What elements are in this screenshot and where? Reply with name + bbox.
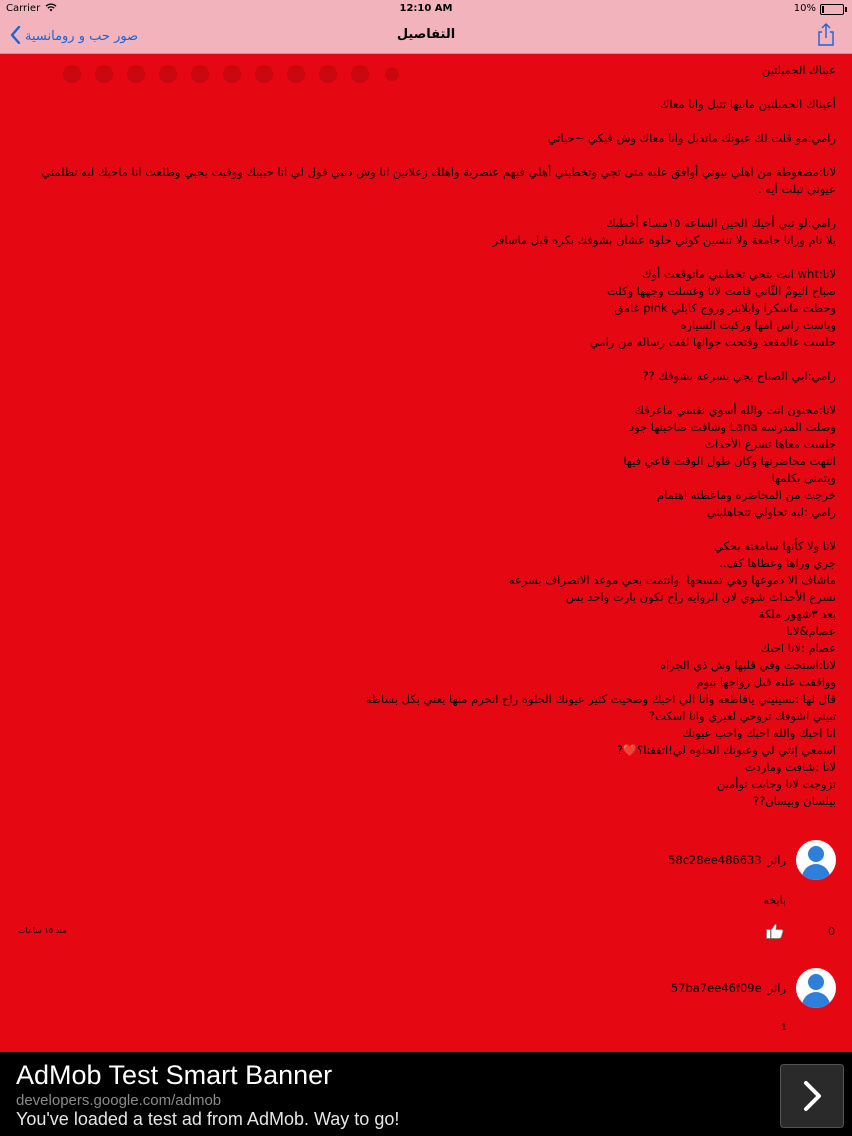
article-text: عيناك الجميلتين أعيناك الجميلتين مابيها تتبل وانا معاك رامي:مو قلت لك عيونك ماتذبل وانا معاك وش فيكي ~حياتي لانا:مضغوطة من اهلي بيوني أوافق عليه متى تجي وتخطبني أهلي فيهم عنصرية واهلك زعلانين انا وش ذنبي قول لي انا حبيبك ووقيت بحبي وطلعت انا ماحبك ليه تظلمني عيوني تبلت أيه . رامي:لو تبي أجيك الحين الساعه ١٥مساء أخطبك يلا نام ورانا جامعة ولا تنسين كوني حلوه عشان بشوفك بكره قبل ماسافر لانا:wht انت بتجي تخطبني ماتوقعت أوك صباح اليومْ الثّاني قامت لانا وغسلت وجهها وكلت وحطت ماسكرا وايلاينر وروج كابلي pink غامق وباست راس امها وركبت السياره جلست عالمقعد وفتحت جوالها لقت رساله من رامي رامي:ابي الصباح يجي بسرعه بشوفك ?? لانا:مجنون انت والله أسوي نفسي ماعرفك وصلت المدرسه Lana وشافت صاحبتها جود جلست معاها تسرع الأحداث انتهت محاضرتها وكان طول الوقت قاعي فيها ويتمنى يكلمها خرجت من المحاضره وماعطته اهتمام رامي :ليه تحاولي تتجاهليني لانا ولا كأنها سامعته يحكي جري وراها وعطاها كف.. ماشاف الا دموعها وهي تمسحها وانتمت يجي موعد الانصراف بسرعه نسرع الأحداث شوي لان الروايه راح تكون بارت واحد بس بعد ٣شهور ملكة عصام&لانا عصام :لانا احبك لانا:استحت وفي قلبها وش ذي الجراه ووافقت عليه قبل زواجها بيوم قال لها :نسيتيني يافاطعه وانا الي احبك وضحيت كثير عيونك الحلوه راح انحرم منها يعني بكل بساطة تبيني اشوفك تروحي لغيري وانا اسكت? انا احبك والله احبك واحب عيونك اسمعي إنتي لي وعيونك الحلوه لي!اتفقنا؟❤️? لانا :شافت وماردت تزوجت لانا وجابت توأمين بيلسان وبيسان?? — [41, 63, 836, 808]
battery-level — [822, 6, 824, 13]
battery-percent: 10% — [793, 3, 816, 14]
back-button[interactable] — [10, 26, 138, 47]
thumbs-up-icon[interactable] — [766, 923, 784, 939]
ad-url[interactable]: developers.google.com/admob — [16, 1092, 222, 1109]
status-time: 12:10 AM — [399, 3, 453, 14]
comment-header — [671, 966, 836, 1010]
comment-author: زائر58c28ee486633 — [668, 853, 786, 867]
ad-title[interactable]: AdMob Test Smart Banner — [16, 1060, 333, 1090]
ad-open-button[interactable] — [780, 1064, 844, 1128]
battery-icon — [820, 4, 844, 15]
status-bar — [0, 0, 852, 18]
comment-text: بايخه — [763, 894, 786, 907]
ad-description: You've loaded a test ad from AdMob. Way to go! — [16, 1109, 400, 1129]
comment-author: زائر57ba7ee46f09e — [670, 981, 786, 995]
carrier-label: Carrier — [6, 3, 57, 14]
comment-count: 1 — [781, 1023, 787, 1033]
chevron-right-icon — [798, 1080, 826, 1112]
comment-timestamp: منذ ١٥ ساعات — [18, 926, 67, 935]
share-icon[interactable] — [816, 23, 836, 47]
back-button-label: صور حب و رومانسية — [25, 29, 139, 44]
user-avatar-icon — [796, 968, 836, 1008]
user-avatar-icon — [796, 840, 836, 880]
ad-banner[interactable] — [0, 1052, 852, 1136]
comment-header — [668, 838, 836, 882]
content-area[interactable] — [0, 54, 852, 1052]
like-count: 0 — [828, 925, 835, 938]
chevron-left-icon — [10, 26, 21, 47]
page-title: التفاصيل — [396, 27, 456, 42]
comment-meta — [0, 923, 852, 941]
navigation-bar — [0, 18, 852, 54]
